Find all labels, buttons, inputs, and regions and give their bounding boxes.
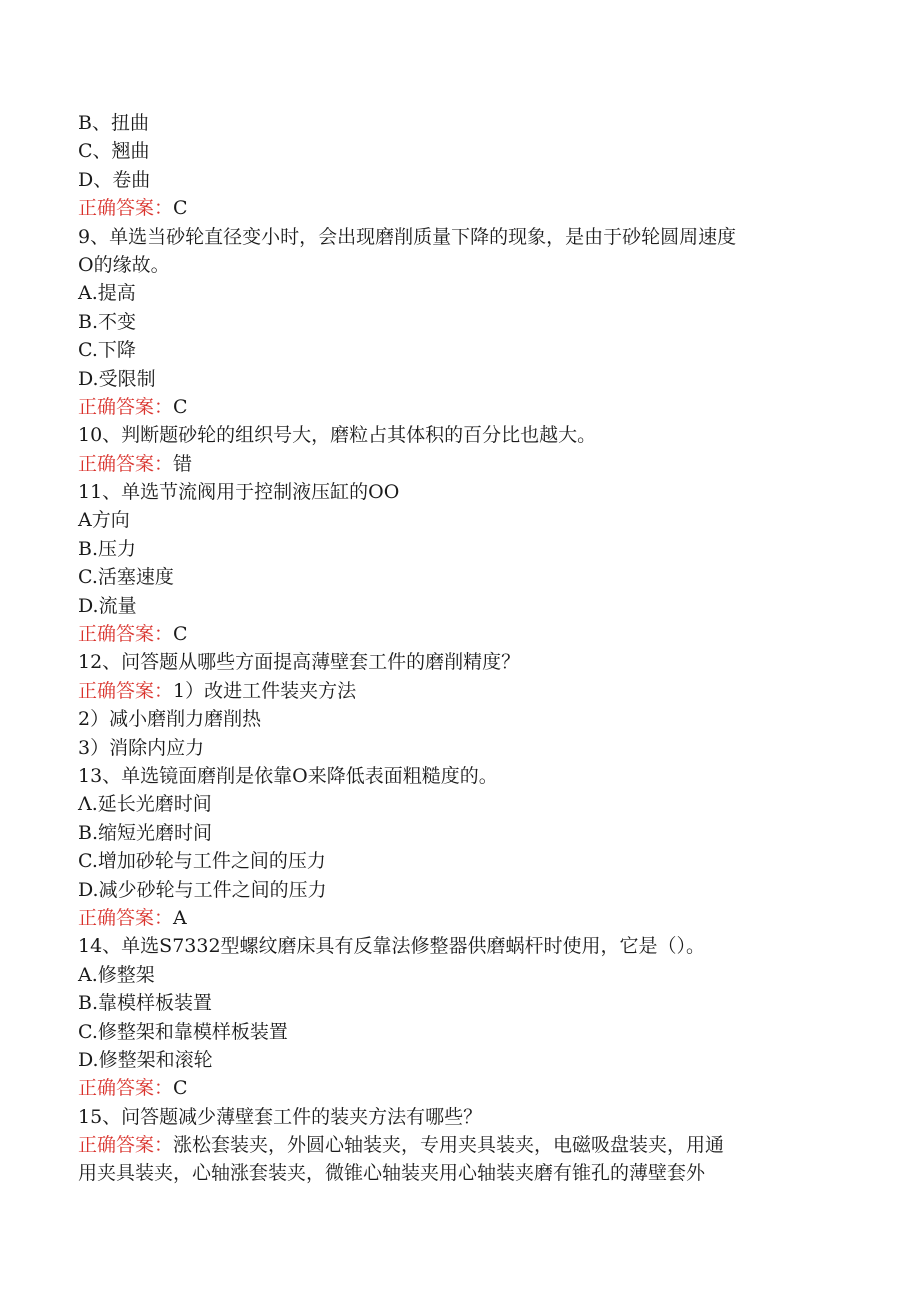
q8-option-b: B、扭曲 <box>78 112 149 134</box>
q13-option-a: Λ.延长光磨时间 <box>78 793 212 816</box>
answer-label: 正确答案： <box>78 679 174 702</box>
q8-answer <box>78 194 838 222</box>
answer-label: 正确答案： <box>78 452 174 475</box>
q13-option-d: D.减少砂轮与工件之间的压力 <box>78 878 327 901</box>
q11-answer-value: C <box>173 623 188 646</box>
q13-answer <box>78 904 838 932</box>
q15-answer-line2: 用夹具装夹，心轴涨套装夹，微锥心轴装夹用心轴装夹磨有锥孔的薄壁套外 <box>78 1162 706 1185</box>
q9-stem-line2: O的缘故。 <box>78 253 170 276</box>
q12-answer-line1: 1）改进工件装夹方法 <box>173 679 357 702</box>
answer-label: 正确答案： <box>78 197 174 220</box>
q14-stem: 14、单选S7332型螺纹磨床具有反靠法修整器供磨蜗杆时使用，它是（）。 <box>78 935 706 958</box>
answer-label: 正确答案： <box>78 1077 174 1100</box>
q13-stem: 13、单选镜面磨削是依靠O来降低表面粗糙度的。 <box>78 764 498 787</box>
q12-answer-line3: 3）消除内应力 <box>78 736 205 759</box>
q12-answer <box>78 677 838 705</box>
q11-option-a: A方向 <box>78 509 130 532</box>
q10-answer-value: 错 <box>173 452 193 475</box>
q11-stem: 11、单选节流阀用于控制液压缸的OO <box>78 481 400 504</box>
q12-answer-line2: 2）减小磨削力磨削热 <box>78 708 262 731</box>
q14-answer <box>78 1074 838 1102</box>
q12-stem: 12、问答题从哪些方面提高薄壁套工件的磨削精度？ <box>78 651 521 674</box>
q9-option-a: A.提高 <box>78 282 136 305</box>
answer-label: 正确答案： <box>78 1134 174 1157</box>
q9-answer <box>78 393 838 421</box>
q11-option-c: C.活塞速度 <box>78 566 174 589</box>
q14-option-c: C.修整架和靠模样板装置 <box>78 1020 288 1043</box>
q9-option-b: B.不变 <box>78 310 137 333</box>
q14-option-b: B.靠模样板装置 <box>78 992 213 1015</box>
q14-option-a: A.修整架 <box>78 963 155 986</box>
q13-option-c: C.增加砂轮与工件之间的压力 <box>78 850 326 873</box>
q14-option-d: D.修整架和滚轮 <box>78 1048 213 1071</box>
q15-answer-line1: 涨松套装夹，外圆心轴装夹，专用夹具装夹，电磁吸盘装夹，用通 <box>173 1134 725 1157</box>
q13-option-b: B.缩短光磨时间 <box>78 821 213 844</box>
q10-stem: 10、判断题砂轮的组织号大，磨粒占其体积的百分比也越大。 <box>78 424 597 447</box>
q9-stem-line1: 9、单选当砂轮直径变小时，会出现磨削质量下降的现象，是由于砂轮圆周速度 <box>78 225 737 248</box>
answer-label: 正确答案： <box>78 623 174 646</box>
q9-option-c: C.下降 <box>78 339 136 362</box>
q8-option-d: D、卷曲 <box>78 168 151 191</box>
q15-answer <box>78 1131 838 1159</box>
q9-option-d: D.受限制 <box>78 367 156 390</box>
q13-answer-value: A <box>173 906 187 929</box>
q11-option-b: B.压力 <box>78 537 137 560</box>
answer-label: 正确答案： <box>78 395 174 418</box>
q14-answer-value: C <box>173 1077 188 1100</box>
answer-label: 正确答案： <box>78 906 174 929</box>
q8-option-c: C、翘曲 <box>78 140 150 163</box>
q10-answer <box>78 450 838 478</box>
q11-answer <box>78 620 838 648</box>
q11-option-d: D.流量 <box>78 594 137 617</box>
q15-stem: 15、问答题减少薄壁套工件的装夹方法有哪些？ <box>78 1105 483 1128</box>
document-page <box>78 109 838 1188</box>
q8-answer-value: C <box>173 197 188 220</box>
q9-answer-value: C <box>173 395 188 418</box>
